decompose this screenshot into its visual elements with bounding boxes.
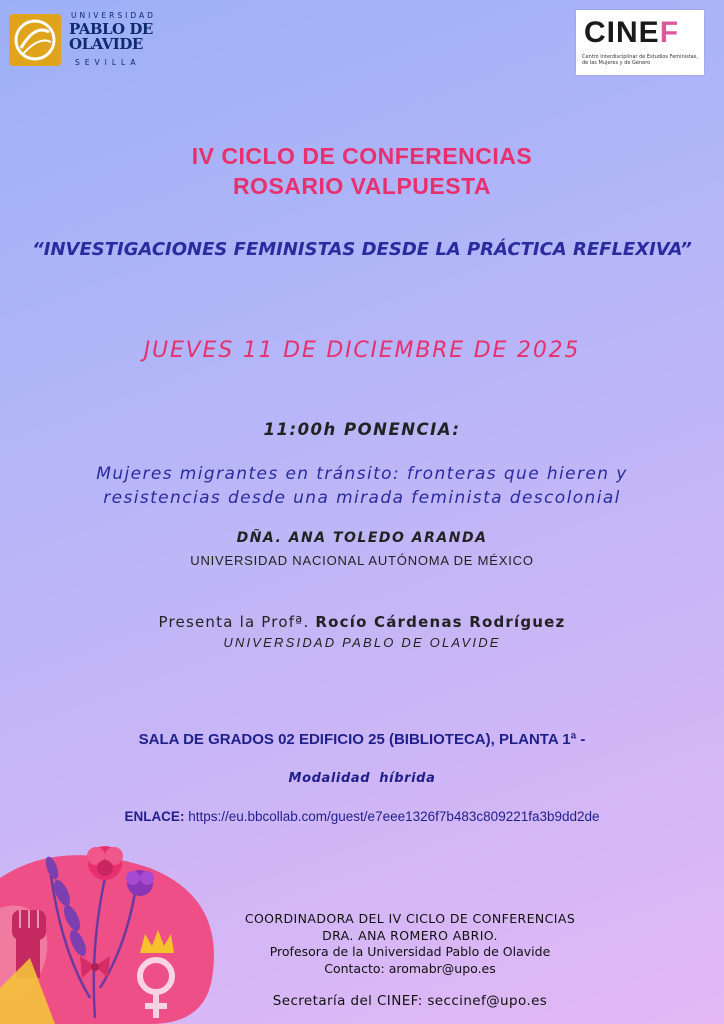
upo-logo [9, 11, 154, 69]
link-label: ENLACE: [124, 809, 185, 824]
upo-name-line2: OLAVIDE [69, 35, 143, 53]
upo-name-line1: PABLO DE [69, 20, 153, 38]
talk-title-line2: resistencias desde una mirada feminista descolonial [103, 488, 621, 508]
presenter-name: Rocío Cárdenas Rodríguez [315, 613, 566, 631]
coordination-title: COORDINADORA DEL IV CICLO DE CONFERENCIAS [244, 911, 576, 926]
talk-title-line1: Mujeres migrantes en tránsito: fronteras que hieren y [96, 464, 628, 484]
cinef-wordmark [584, 16, 679, 50]
event-date: JUEVES 11 DE DICIEMBRE DE 2025 [143, 338, 581, 363]
cinef-secretariat: Secretaría del CINEF: seccinef@upo.es [272, 993, 548, 1009]
presenter-prefix: Presenta la Profª. [158, 613, 310, 631]
coordinator-contact: Contacto: aromabr@upo.es [324, 961, 496, 976]
event-title-line2: ROSARIO VALPUESTA [232, 173, 492, 199]
session-link[interactable]: https://eu.bbcollab.com/guest/e7eee1326f7b483c809221fa3b9dd2de [188, 809, 600, 824]
speaker-university: UNIVERSIDAD NACIONAL AUTÓNOMA DE MÉXICO [190, 553, 534, 568]
cinef-logo [576, 10, 704, 75]
event-title-line1: IV CICLO DE CONFERENCIAS [191, 143, 533, 169]
talk-title [0, 462, 724, 510]
presenter-university: UNIVERSIDAD PABLO DE OLAVIDE [223, 635, 501, 650]
upo-bottom-text: SEVILLA [75, 58, 141, 67]
coordinator-role: Profesora de la Universidad Pablo de Olavide [269, 944, 551, 959]
cinef-word-f: F [659, 16, 680, 49]
link-row [0, 809, 724, 824]
venue: SALA DE GRADOS 02 EDIFICIO 25 (BIBLIOTECA), PLANTA 1ª - [138, 731, 586, 748]
upo-emblem-icon [9, 14, 61, 66]
event-subtitle: “INVESTIGACIONES FEMINISTAS DESDE LA PRÁCTICA REFLEXIVA” [32, 239, 692, 260]
speaker-name: DÑA. ANA TOLEDO ARANDA [236, 530, 488, 546]
cinef-word: CINE [584, 16, 660, 49]
session-time: 11:00h PONENCIA: [263, 420, 461, 439]
event-mode: Modalidad híbrida [288, 771, 436, 786]
cinef-subtitle: Centro Interdisciplinar de Estudios Feministas, de las Mujeres y de Género [582, 54, 698, 66]
event-title [0, 141, 724, 201]
presenter [0, 613, 724, 631]
coordinator-name: DRA. ANA ROMERO ABRIO. [322, 928, 498, 943]
upo-top-text: UNIVERSIDAD [71, 11, 156, 20]
